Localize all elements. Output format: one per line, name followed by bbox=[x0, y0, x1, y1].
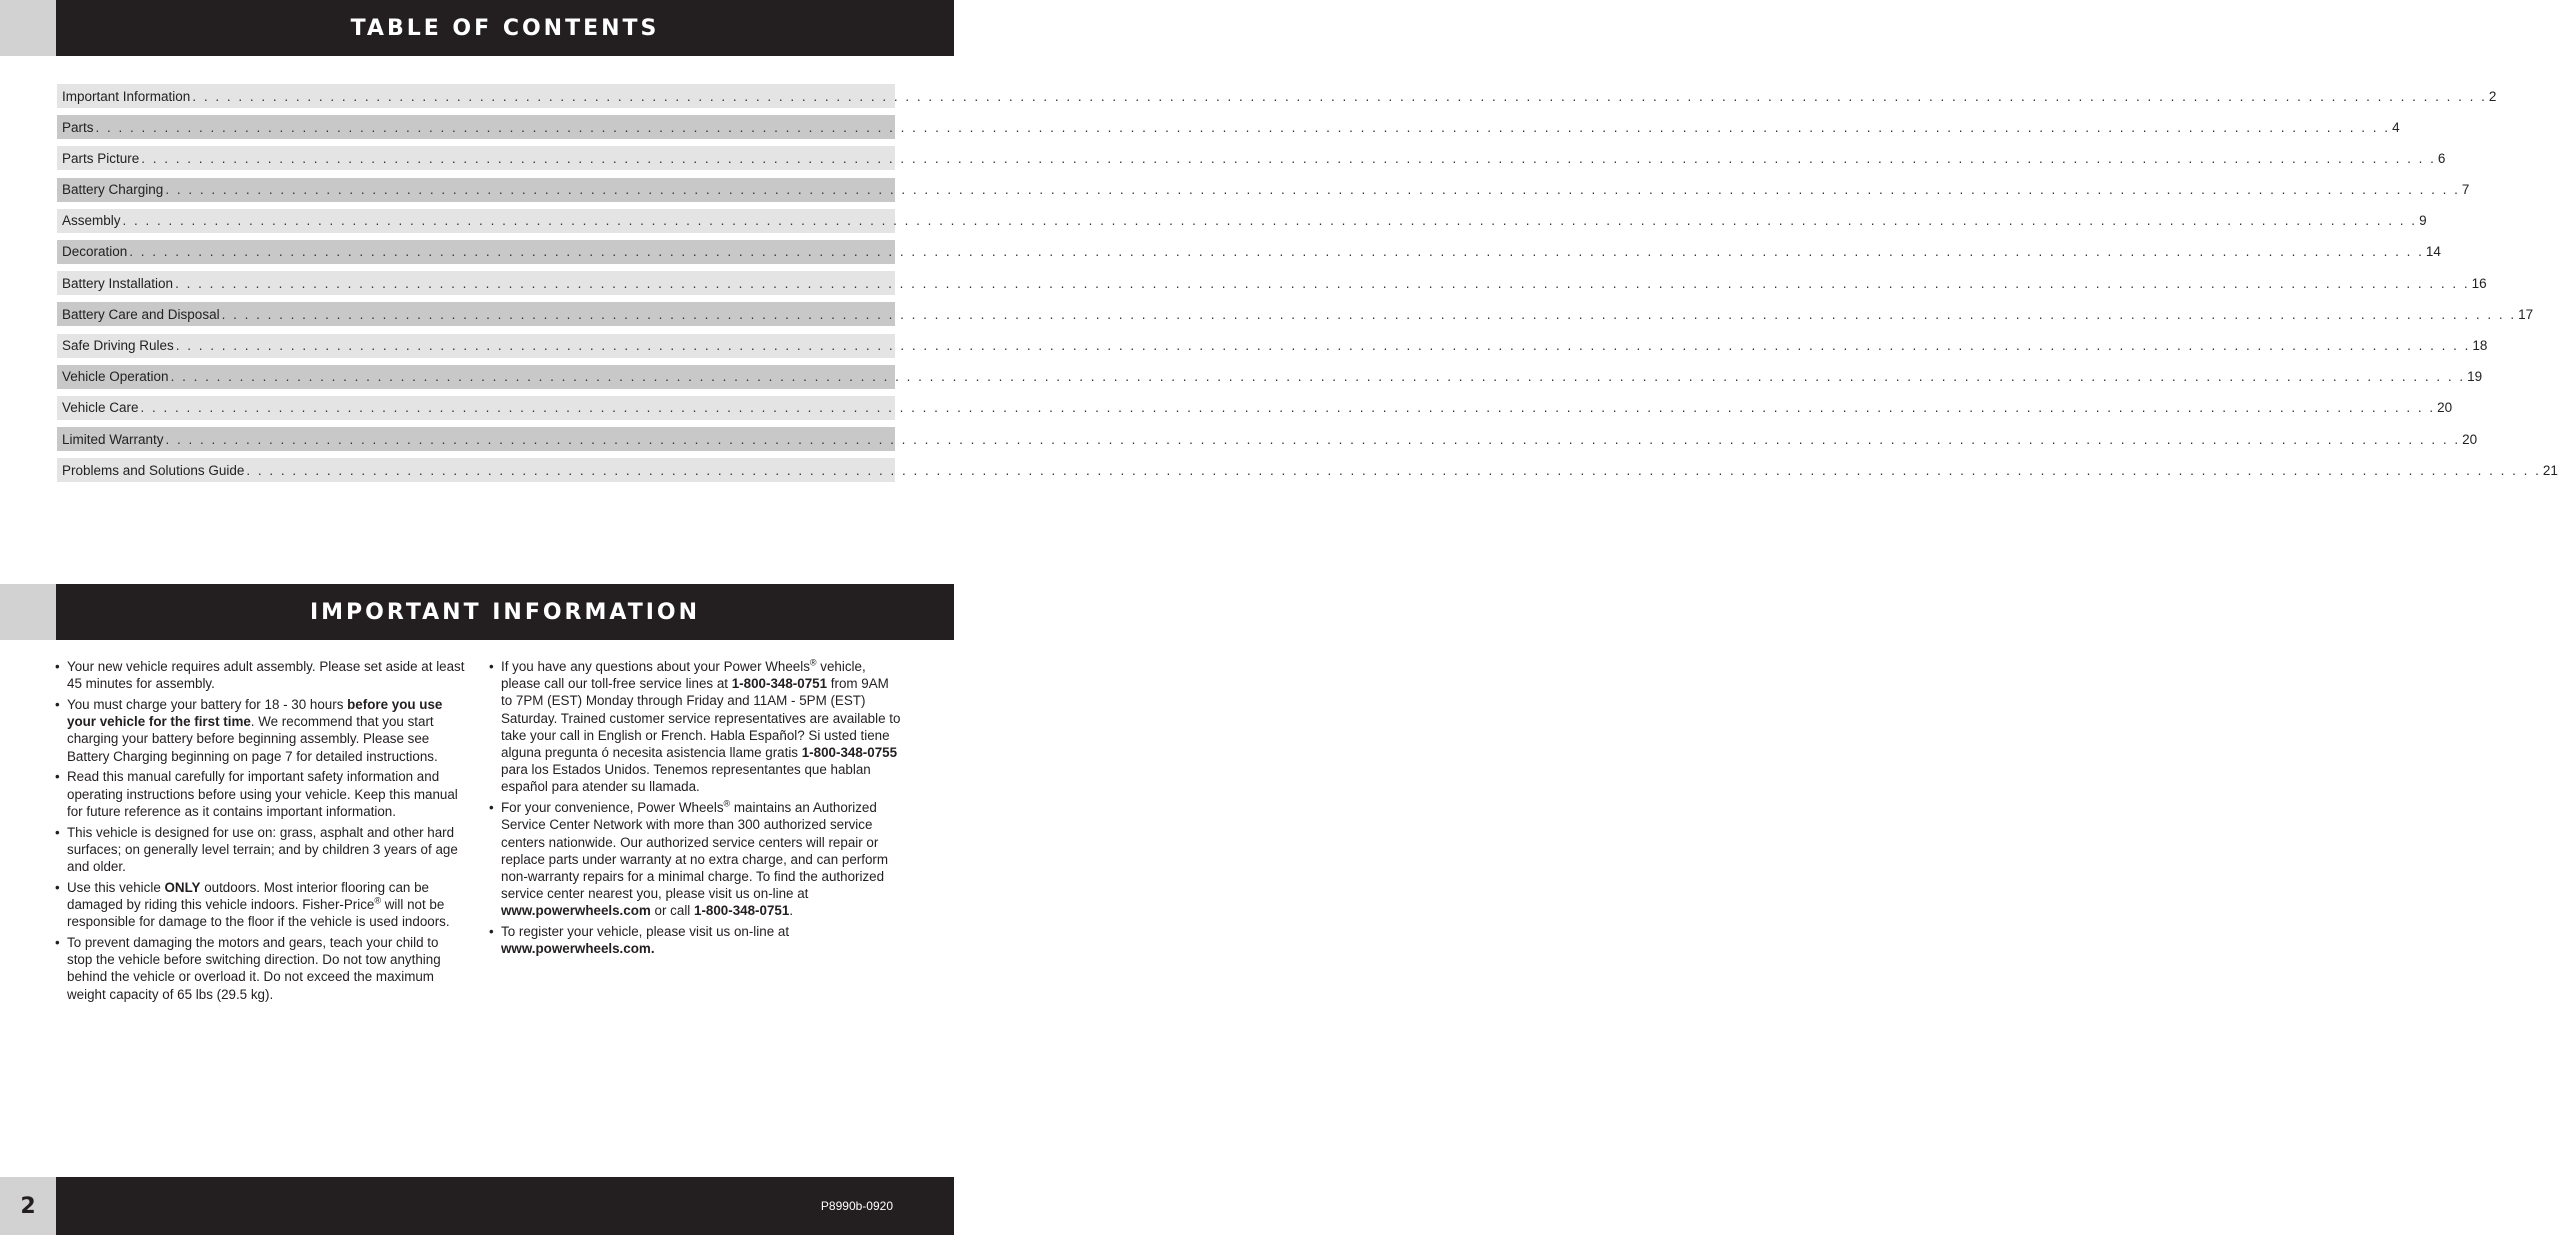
info-column-left bbox=[55, 658, 465, 1006]
info-bullet-item bbox=[55, 934, 465, 1003]
toc-entry-page: 9 bbox=[2419, 213, 2427, 229]
toc-entry-page: 20 bbox=[2437, 400, 2453, 416]
page-number: 2 bbox=[0, 1177, 56, 1235]
toc-entry-label: Assembly bbox=[62, 213, 121, 229]
bullet-icon: • bbox=[55, 659, 60, 674]
info-text: Use this vehicle bbox=[67, 879, 165, 895]
toc-entry[interactable] bbox=[57, 396, 2453, 420]
toc-header-band bbox=[0, 0, 954, 56]
document-code: P8990b-0920 bbox=[820, 1199, 893, 1213]
toc-entry-page: 19 bbox=[2467, 369, 2483, 385]
info-text: You must charge your battery for 18 - 30 hours bbox=[67, 697, 348, 712]
page-footer bbox=[0, 1177, 954, 1235]
toc-entry[interactable] bbox=[57, 458, 2558, 482]
toc-entry-label: Battery Installation bbox=[62, 275, 174, 291]
emphasis-text: before you use your vehicle for the first time bbox=[67, 697, 443, 730]
toc-entry[interactable] bbox=[57, 427, 2478, 451]
toc-dot-leader: . . . . . . . . . . . . . . . . . . . . . . . . . . . . . . . . . . . . . . . . . . . . . . . . . . . . . . . . . . . . . . . . . . . . . . . . . . . . . . . . . . . . . . . . . . . . . . . . . . . . . . . . . . . . . . . . . . . . . . . . . . . . . . . . . . . . . . . . . . . . . . . . . . . . . . . . . . . . . . . . . . . . . . . . . . . . . . . . . . . . . . . . . . . . . . . . . . . . . . . . bbox=[170, 369, 2466, 385]
toc-entry-label: Battery Charging bbox=[62, 182, 164, 198]
toc-entry[interactable] bbox=[57, 334, 2488, 358]
toc-dot-leader: . . . . . . . . . . . . . . . . . . . . . . . . . . . . . . . . . . . . . . . . . . . . . . . . . . . . . . . . . . . . . . . . . . . . . . . . . . . . . . . . . . . . . . . . . . . . . . . . . . . . . . . . . . . . . . . . . . . . . . . . . . . . . . . . . . . . . . . . . . . . . . . . . . . . . . . . . . . . . . . . . . . . . . . . . . . . . . . . . . . . . . . . . . . . . . . . . . . . . . . . bbox=[122, 213, 2418, 229]
info-text: vehicle, please call our toll-free service lines at bbox=[501, 659, 866, 692]
toc-entry-page: 18 bbox=[2472, 338, 2488, 353]
toc-dot-leader: . . . . . . . . . . . . . . . . . . . . . . . . . . . . . . . . . . . . . . . . . . . . . . . . . . . . . . . . . . . . . . . . . . . . . . . . . . . . . . . . . . . . . . . . . . . . . . . . . . . . . . . . . . . . . . . . . . . . . . . . . . . . . . . . . . . . . . . . . . . . . . . . . . . . . . . . . . . . . . . . . . . . . . . . . . . . . . . . . . . . . . . . . . . . . . . . . . . . . . . . bbox=[175, 275, 2470, 291]
registered-mark: ® bbox=[723, 798, 731, 809]
toc-entry[interactable] bbox=[57, 271, 2487, 295]
info-bullet-item bbox=[55, 768, 465, 820]
toc-entry-label: Battery Care and Disposal bbox=[62, 306, 220, 322]
toc-entry-page: 4 bbox=[2392, 119, 2400, 135]
bullet-icon: • bbox=[55, 824, 60, 840]
info-bullet-item bbox=[55, 696, 465, 765]
toc-entry-label: Safe Driving Rules bbox=[62, 338, 174, 353]
toc-entry-label: Vehicle Operation bbox=[62, 369, 169, 385]
info-header-band bbox=[0, 584, 954, 640]
toc-title: TABLE OF CONTENTS bbox=[56, 0, 954, 56]
emphasis-text: 1-800-348-0751 bbox=[694, 903, 790, 919]
toc-entry[interactable] bbox=[57, 209, 2427, 233]
info-text: para los Estados Unidos. Tenemos representantes que hablan español para atender su llamada. bbox=[501, 762, 871, 795]
bullet-icon: • bbox=[55, 935, 60, 951]
info-text: This vehicle is designed for use on: grass, asphalt and other hard surfaces; on generally level terrain; and by children 3 years of age and older. bbox=[67, 824, 458, 875]
header-side-tab bbox=[0, 0, 56, 56]
info-text: will not be responsible for damage to the floor if the vehicle is used indoors. bbox=[67, 897, 450, 930]
info-text: If you have any questions about your Power Wheels bbox=[501, 659, 810, 674]
toc-entry[interactable] bbox=[57, 302, 2534, 326]
table-of-contents bbox=[57, 84, 2558, 489]
toc-dot-leader: . . . . . . . . . . . . . . . . . . . . . . . . . . . . . . . . . . . . . . . . . . . . . . . . . . . . . . . . . . . . . . . . . . . . . . . . . . . . . . . . . . . . . . . . . . . . . . . . . . . . . . . . . . . . . . . . . . . . . . . . . . . . . . . . . . . . . . . . . . . . . . . . . . . . . . . . . . . . . . . . . . . . . . . . . . . . . . . . . . . . . . . . . . . . . . . . . . . . . . . . bbox=[246, 462, 2541, 478]
info-text: from 9AM to 7PM (EST) Monday through Friday and 11AM - 5PM (EST) Saturday. Trained customer service representatives are available to take your call in English or French. Habla Español? Si usted tiene alguna pregunta ó necesita asistencia llame gratis bbox=[501, 676, 901, 761]
toc-entry[interactable] bbox=[57, 240, 2441, 264]
toc-entry-page: 2 bbox=[2488, 88, 2497, 104]
toc-entry[interactable] bbox=[57, 365, 2483, 389]
info-text: . bbox=[789, 903, 794, 919]
emphasis-text: ONLY bbox=[164, 879, 201, 895]
bullet-icon: • bbox=[489, 800, 494, 816]
toc-dot-leader: . . . . . . . . . . . . . . . . . . . . . . . . . . . . . . . . . . . . . . . . . . . . . . . . . . . . . . . . . . . . . . . . . . . . . . . . . . . . . . . . . . . . . . . . . . . . . . . . . . . . . . . . . . . . . . . . . . . . . . . . . . . . . . . . . . . . . . . . . . . . . . . . . . . . . . . . . . . . . . . . . . . . . . . . . . . . . . . . . . . . . . . . . . . . . . . . . . . . . . . . bbox=[221, 306, 2517, 322]
toc-dot-leader: . . . . . . . . . . . . . . . . . . . . . . . . . . . . . . . . . . . . . . . . . . . . . . . . . . . . . . . . . . . . . . . . . . . . . . . . . . . . . . . . . . . . . . . . . . . . . . . . . . . . . . . . . . . . . . . . . . . . . . . . . . . . . . . . . . . . . . . . . . . . . . . . . . . . . . . . . . . . . . . . . . . . . . . . . . . . . . . . . . . . . . . . . . . . . . . . . . . . . . . . bbox=[192, 88, 2487, 104]
info-title: IMPORTANT INFORMATION bbox=[56, 584, 954, 640]
toc-dot-leader: . . . . . . . . . . . . . . . . . . . . . . . . . . . . . . . . . . . . . . . . . . . . . . . . . . . . . . . . . . . . . . . . . . . . . . . . . . . . . . . . . . . . . . . . . . . . . . . . . . . . . . . . . . . . . . . . . . . . . . . . . . . . . . . . . . . . . . . . . . . . . . . . . . . . . . . . . . . . . . . . . . . . . . . . . . . . . . . . . . . . . . . . . . . . . . . . . . . . . . . . bbox=[165, 431, 2461, 447]
toc-entry-page: 14 bbox=[2425, 244, 2441, 260]
toc-entry-label: Parts bbox=[62, 119, 94, 135]
info-bullet-item bbox=[489, 658, 901, 796]
toc-dot-leader: . . . . . . . . . . . . . . . . . . . . . . . . . . . . . . . . . . . . . . . . . . . . . . . . . . . . . . . . . . . . . . . . . . . . . . . . . . . . . . . . . . . . . . . . . . . . . . . . . . . . . . . . . . . . . . . . . . . . . . . . . . . . . . . . . . . . . . . . . . . . . . . . . . . . . . . . . . . . . . . . . . . . . . . . . . . . . . . . . . . . . . . . . . . . . . . . . . . . . . . . bbox=[175, 338, 2471, 353]
toc-entry-page: 20 bbox=[2462, 431, 2478, 447]
bullet-icon: • bbox=[55, 697, 60, 712]
bullet-icon: • bbox=[55, 769, 60, 785]
toc-entry-label: Limited Warranty bbox=[62, 431, 164, 447]
toc-entry[interactable] bbox=[57, 178, 2470, 202]
bullet-icon: • bbox=[55, 879, 60, 895]
registered-mark: ® bbox=[374, 895, 382, 906]
header-side-tab bbox=[0, 584, 56, 640]
info-bullet-item bbox=[55, 879, 465, 931]
emphasis-text: www.powerwheels.com bbox=[501, 903, 651, 919]
info-bullet-item bbox=[55, 658, 465, 692]
toc-entry-label: Important Information bbox=[62, 88, 191, 104]
info-bullet-item bbox=[489, 923, 901, 957]
info-bullet-item bbox=[489, 799, 901, 919]
emphasis-text: 1-800-348-0755 bbox=[801, 745, 898, 761]
toc-entry-page: 16 bbox=[2471, 275, 2487, 291]
toc-entry-page: 17 bbox=[2518, 306, 2534, 322]
info-text: For your convenience, Power Wheels bbox=[501, 800, 724, 816]
toc-dot-leader: . . . . . . . . . . . . . . . . . . . . . . . . . . . . . . . . . . . . . . . . . . . . . . . . . . . . . . . . . . . . . . . . . . . . . . . . . . . . . . . . . . . . . . . . . . . . . . . . . . . . . . . . . . . . . . . . . . . . . . . . . . . . . . . . . . . . . . . . . . . . . . . . . . . . . . . . . . . . . . . . . . . . . . . . . . . . . . . . . . . . . . . . . . . . . . . . . . . . . . . . bbox=[140, 400, 2436, 416]
info-text: or call bbox=[650, 903, 694, 919]
info-text: maintains an Authorized Service Center Network with more than 300 authorized service centers nationwide. Our authorized service centers will repair or replace parts under warranty at no extra charge, and can perform non-warranty repairs for a minimal charge. To find the authorized service center nearest you, please visit us on-line at bbox=[501, 800, 889, 902]
emphasis-text: 1-800-348-0751 bbox=[731, 676, 828, 692]
info-text: Your new vehicle requires adult assembly. Please set aside at least 45 minutes for assembly. bbox=[67, 659, 465, 692]
registered-mark: ® bbox=[809, 657, 817, 668]
info-column-right bbox=[489, 658, 901, 961]
info-text: . We recommend that you start charging your battery before beginning assembly. Please see Battery Charging beginning on page 7 for detailed instructions. bbox=[67, 714, 438, 764]
info-text: outdoors. Most interior flooring can be damaged by riding this vehicle indoors. Fisher-Price bbox=[67, 879, 429, 913]
toc-entry-page: 7 bbox=[2461, 182, 2470, 198]
bullet-icon: • bbox=[489, 659, 494, 674]
info-text: To register your vehicle, please visit us on-line at bbox=[501, 924, 790, 940]
toc-entry[interactable] bbox=[57, 115, 2400, 139]
info-bullet-item bbox=[55, 824, 465, 876]
toc-entry-label: Decoration bbox=[62, 244, 128, 260]
toc-dot-leader: . . . . . . . . . . . . . . . . . . . . . . . . . . . . . . . . . . . . . . . . . . . . . . . . . . . . . . . . . . . . . . . . . . . . . . . . . . . . . . . . . . . . . . . . . . . . . . . . . . . . . . . . . . . . . . . . . . . . . . . . . . . . . . . . . . . . . . . . . . . . . . . . . . . . . . . . . . . . . . . . . . . . . . . . . . . . . . . . . . . . . . . . . . . . . . . . . . . . . . . . bbox=[95, 119, 2391, 135]
toc-entry-page: 6 bbox=[2437, 150, 2446, 166]
info-text: Read this manual carefully for important safety information and operating instructions before using your vehicle. Keep this manual for future reference as it contains important information. bbox=[67, 769, 458, 819]
toc-entry-label: Parts Picture bbox=[62, 150, 140, 166]
toc-dot-leader: . . . . . . . . . . . . . . . . . . . . . . . . . . . . . . . . . . . . . . . . . . . . . . . . . . . . . . . . . . . . . . . . . . . . . . . . . . . . . . . . . . . . . . . . . . . . . . . . . . . . . . . . . . . . . . . . . . . . . . . . . . . . . . . . . . . . . . . . . . . . . . . . . . . . . . . . . . . . . . . . . . . . . . . . . . . . . . . . . . . . . . . . . . . . . . . . . . . . . . . . bbox=[141, 150, 2436, 166]
info-text: To prevent damaging the motors and gears, teach your child to stop the vehicle before switching direction. Do not tow anything behind the vehicle or overload it. Do not exceed the maximum weight capacity of 65 lbs (29.5 kg). bbox=[67, 935, 441, 1002]
toc-dot-leader: . . . . . . . . . . . . . . . . . . . . . . . . . . . . . . . . . . . . . . . . . . . . . . . . . . . . . . . . . . . . . . . . . . . . . . . . . . . . . . . . . . . . . . . . . . . . . . . . . . . . . . . . . . . . . . . . . . . . . . . . . . . . . . . . . . . . . . . . . . . . . . . . . . . . . . . . . . . . . . . . . . . . . . . . . . . . . . . . . . . . . . . . . . . . . . . . . . . . . . . . bbox=[129, 244, 2424, 260]
bullet-icon: • bbox=[489, 924, 494, 940]
emphasis-text: www.powerwheels.com. bbox=[501, 941, 655, 957]
toc-entry-label: Vehicle Care bbox=[62, 400, 139, 416]
toc-dot-leader: . . . . . . . . . . . . . . . . . . . . . . . . . . . . . . . . . . . . . . . . . . . . . . . . . . . . . . . . . . . . . . . . . . . . . . . . . . . . . . . . . . . . . . . . . . . . . . . . . . . . . . . . . . . . . . . . . . . . . . . . . . . . . . . . . . . . . . . . . . . . . . . . . . . . . . . . . . . . . . . . . . . . . . . . . . . . . . . . . . . . . . . . . . . . . . . . . . . . . . . . bbox=[165, 182, 2460, 198]
toc-entry[interactable] bbox=[57, 84, 2497, 108]
toc-entry-label: Problems and Solutions Guide bbox=[62, 462, 245, 478]
toc-entry-page: 21 bbox=[2542, 462, 2558, 478]
footer-bar bbox=[56, 1177, 954, 1235]
toc-entry[interactable] bbox=[57, 146, 2446, 170]
